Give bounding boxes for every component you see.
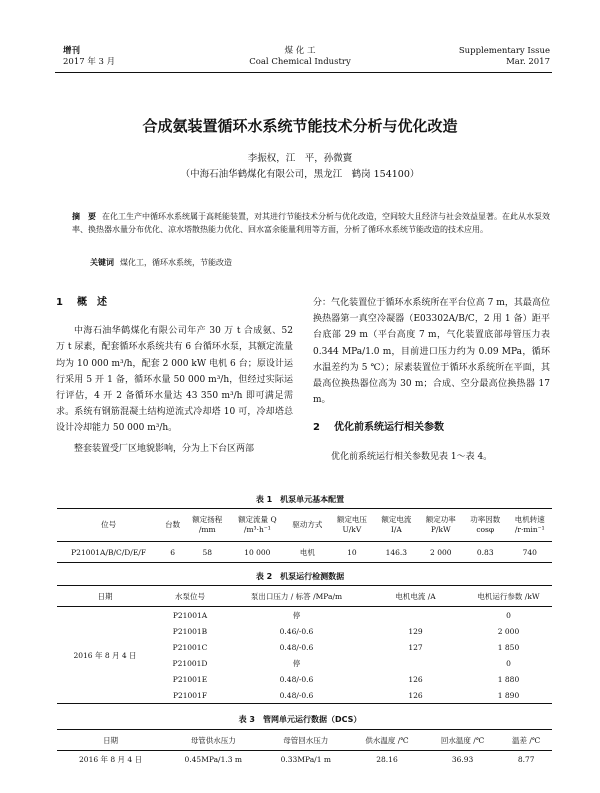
table-cell: 0.33MPa/1 m bbox=[280, 754, 331, 764]
column-header: 台数 bbox=[160, 509, 185, 542]
column-header: 母管回水压力 bbox=[262, 730, 349, 751]
column-header: 水泵位号 bbox=[153, 586, 227, 607]
table-3 bbox=[57, 729, 552, 767]
table-cell: 8.77 bbox=[517, 754, 535, 764]
paragraph: 整套装置受厂区地貌影响，分为上下台区两部 bbox=[74, 443, 255, 454]
table-cell: 28.16 bbox=[376, 754, 398, 764]
table-cell: 126 bbox=[408, 690, 423, 700]
column-right bbox=[313, 295, 550, 465]
table-cell: 2 000 bbox=[430, 547, 452, 557]
authors: 李振权，江 平，孙微竇 bbox=[247, 153, 353, 164]
section-heading-2 bbox=[313, 420, 550, 436]
keywords bbox=[90, 257, 550, 268]
section-heading-1 bbox=[56, 295, 293, 311]
table-2 bbox=[57, 585, 552, 704]
table-cell: 6 bbox=[170, 547, 176, 557]
table-cell: 1 880 bbox=[497, 674, 520, 684]
table-cell: 0 bbox=[506, 610, 511, 620]
column-header: 泵出口压力 / 标答 /MPa/m bbox=[227, 586, 366, 607]
journal-name-en: Coal Chemical Industry bbox=[249, 57, 351, 67]
table-1-caption: 表 1 机泵单元基本配置 bbox=[255, 495, 345, 504]
table-cell: 10 000 bbox=[244, 547, 271, 557]
table-cell: 0.46/-0.6 bbox=[279, 626, 314, 636]
table-cell-date: 2016 年 8 月 4 日 bbox=[73, 650, 137, 660]
journal-name-cn: 煤 化 工 bbox=[284, 46, 316, 56]
column-header: 日期 bbox=[57, 586, 153, 607]
paragraph: 分：气化装置位于循环水系统所在平台位高 7 m，其最高位换热器第一真空冷凝器（E03302A/B/C，2 用 1 备）距平台底部 29 m（平台高度 7 m，气化装置底部母管压力表 0.344 MPa/1.0 m，目前进口压力约为 0.09 MPa，循环水温差约为 5 ℃）；尿素装置位于循环水系统所在平面，其最高位换热器位高为 30 m；合成、空分最高位换热器 17 m。 bbox=[313, 298, 550, 406]
table-cell: P21001A/B/C/D/E/F bbox=[71, 547, 147, 557]
table-cell: 电机 bbox=[299, 547, 315, 557]
table-cell: P21001B bbox=[172, 626, 208, 636]
table-2-caption: 表 2 机泵运行检测数据 bbox=[255, 572, 345, 581]
table-cell: P21001A bbox=[172, 610, 208, 620]
column-header: 位号 bbox=[57, 509, 160, 542]
issue-label-en: Supplementary Issue bbox=[458, 46, 550, 56]
column-header: 额定流量 Q /m³·h⁻¹ bbox=[230, 509, 286, 542]
issue-date-en: Mar. 2017 bbox=[506, 57, 550, 67]
issue-label: 增刊 bbox=[63, 46, 81, 56]
table-cell: 146.3 bbox=[385, 547, 408, 557]
table-cell: 36.93 bbox=[451, 754, 474, 764]
table-1 bbox=[57, 508, 552, 563]
paragraph: 优化前系统运行相关参数见表 1～表 4。 bbox=[331, 451, 493, 462]
paper-title: 合成氨装置循环水系统节能技术分析与优化改造 bbox=[142, 117, 458, 135]
column-header: 温差 /℃ bbox=[500, 730, 552, 751]
column-header: 额定扬程 /mm bbox=[185, 509, 229, 542]
table-cell: 127 bbox=[408, 642, 423, 652]
table-cell bbox=[366, 655, 465, 671]
affiliation: （中海石油华鹤煤化有限公司，黑龙江 鹤岗 154100） bbox=[180, 169, 420, 180]
column-header: 回水温度 /℃ bbox=[425, 730, 501, 751]
column-header: 驱动方式 bbox=[285, 509, 329, 542]
table-cell: 0.48/-0.6 bbox=[279, 674, 314, 684]
table-cell: 0.48/-0.6 bbox=[279, 642, 314, 652]
table-cell: 740 bbox=[522, 547, 537, 557]
table-cell: 0.48/-0.6 bbox=[279, 690, 314, 700]
header-rule bbox=[55, 72, 552, 73]
table-row bbox=[57, 751, 552, 768]
table-header-row bbox=[57, 730, 552, 751]
column-header: 电机运行参数 /kW bbox=[465, 586, 552, 607]
abstract bbox=[72, 210, 550, 236]
table-cell bbox=[366, 607, 465, 624]
section-number: 2 bbox=[313, 422, 320, 434]
column-header: 电机电流 /A bbox=[366, 586, 465, 607]
table-cell: 0.83 bbox=[476, 547, 494, 557]
table-3-caption: 表 3 管网单元运行数据（DCS） bbox=[238, 715, 362, 724]
section-title: 优化前系统运行相关参数 bbox=[333, 422, 444, 434]
keywords-label: 关键词 bbox=[90, 258, 114, 267]
table-row bbox=[57, 542, 552, 563]
table-header-row bbox=[57, 586, 552, 607]
table-row bbox=[57, 607, 552, 624]
section-title: 概 述 bbox=[76, 297, 107, 308]
table-cell: 58 bbox=[202, 547, 213, 557]
keywords-text: 煤化工，循环水系统，节能改造 bbox=[120, 258, 232, 267]
table-header-row bbox=[57, 509, 552, 542]
column-header: 电机转速 /r·min⁻¹ bbox=[508, 509, 553, 542]
table-cell: 10 bbox=[347, 547, 357, 557]
table-cell: 停 bbox=[292, 658, 301, 668]
table-cell: P21001E bbox=[172, 674, 208, 684]
column-header: 母管供水压力 bbox=[164, 730, 262, 751]
column-header: 额定功率 P/kW bbox=[419, 509, 463, 542]
abstract-label: 摘 要 bbox=[72, 212, 96, 221]
table-cell: 0.45MPa/1.3 m bbox=[184, 754, 243, 764]
running-header-right bbox=[459, 46, 550, 68]
abstract-text: 在化工生产中循环水系统属于高耗能装置，对其进行节能技术分析与优化改造，空间较大且经济与社会效益显著。在此从水泵效率、换热器水量分布优化、凉水塔散热能力优化、回水富余能量利用等方面，分析了循环水系统节能改造的技术应用。 bbox=[72, 212, 550, 234]
table-cell: 1 890 bbox=[497, 690, 520, 700]
table-cell: 0 bbox=[506, 658, 511, 668]
column-header: 功率因数 cosφ bbox=[463, 509, 507, 542]
section-number: 1 bbox=[56, 297, 63, 308]
table-cell: 126 bbox=[408, 674, 423, 684]
table-cell: P21001F bbox=[172, 690, 208, 700]
table-cell: 停 bbox=[292, 610, 301, 620]
issue-date: 2017 年 3 月 bbox=[63, 57, 116, 67]
column-left bbox=[56, 295, 293, 457]
table-cell: P21001C bbox=[172, 642, 208, 652]
table-cell: P21001D bbox=[172, 658, 208, 668]
table-cell: 1 850 bbox=[497, 642, 520, 652]
paragraph: 中海石油华鹤煤化有限公司年产 30 万 t 合成氨、52 万 t 尿素，配套循环水系统共有 6 台循环水泵，其额定流量均为 10 000 m³/h，配套 2 000 kW 电机 6 台；原设计运行采用 5 开 1 备，循环水量 50 000 m³/h，但经过实际运行评估，4 开 2 备循环水量达 43 350 m³/h 即可满足需求。系统有钢筋混凝土结构逆流式冷却塔 10 可，冷却塔总设计冷却能力 50 000 m³/h。 bbox=[56, 326, 293, 434]
column-header: 供水温度 /℃ bbox=[349, 730, 425, 751]
table-cell: 2016 年 8 月 4 日 bbox=[79, 754, 143, 764]
column-header: 额定电压 U/kV bbox=[330, 509, 374, 542]
column-header: 额定电流 I/A bbox=[374, 509, 418, 542]
table-cell: 129 bbox=[408, 626, 423, 636]
table-cell: 2 000 bbox=[497, 626, 520, 636]
column-header: 日期 bbox=[57, 730, 164, 751]
